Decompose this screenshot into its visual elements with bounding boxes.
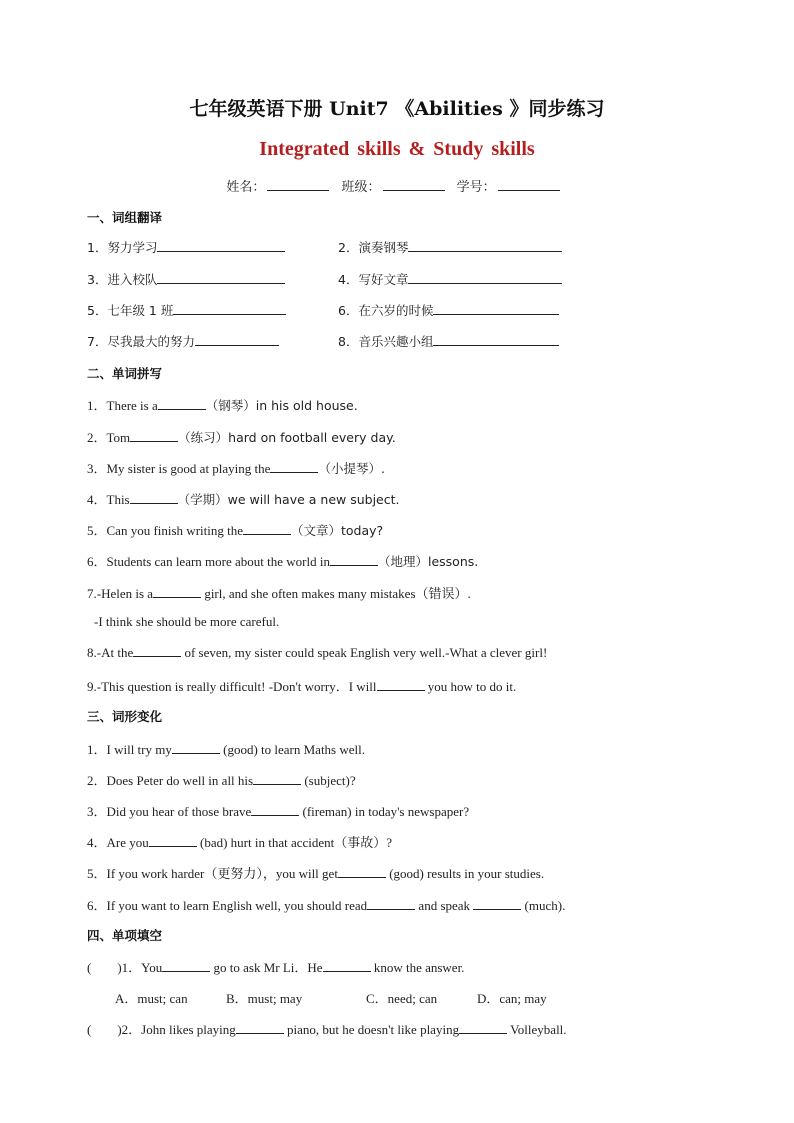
phrase-item: 6．在六岁的时候 — [338, 301, 559, 319]
page-title: 七年级英语下册 Unit7 《Abilities 》同步练习 — [189, 98, 605, 120]
answer-blank[interactable] — [459, 1022, 507, 1034]
spelling-question: 8.-At the of seven, my sister could speak English very well.-What a clever girl! — [87, 645, 548, 660]
phrase-item: 3．进入校队 — [87, 270, 285, 288]
answer-blank[interactable] — [338, 866, 386, 878]
section-heading-multiple-choice: 四、单项填空 — [87, 928, 163, 943]
answer-blank[interactable] — [162, 960, 210, 972]
answer-bracket[interactable]: ( ) — [87, 1022, 122, 1037]
class-label: 班级： — [341, 180, 381, 195]
choice-question: ( )2．John likes playing piano, but he doesn't like playing Volleyball. — [87, 1022, 567, 1037]
answer-blank[interactable] — [408, 272, 562, 284]
name-blank[interactable] — [267, 178, 329, 191]
choice-option[interactable]: D．can; may — [477, 991, 547, 1006]
answer-blank[interactable] — [433, 334, 559, 346]
answer-blank[interactable] — [473, 898, 521, 910]
answer-blank[interactable] — [243, 523, 291, 535]
answer-blank[interactable] — [130, 492, 178, 504]
answer-blank[interactable] — [270, 461, 318, 473]
spelling-question: 1．There is a （钢琴）in his old house. — [87, 398, 358, 413]
wordform-question: 4．Are you (bad) hurt in that accident（事故）? — [87, 835, 393, 850]
name-label: 姓名： — [226, 180, 266, 195]
answer-blank[interactable] — [172, 742, 220, 754]
answer-blank[interactable] — [251, 804, 299, 816]
wordform-question: 5．If you work harder（更努力），you will get (good) results in your studies. — [87, 866, 545, 881]
answer-blank[interactable] — [130, 430, 178, 442]
answer-blank[interactable] — [330, 554, 378, 566]
choice-option[interactable]: B．must; may — [226, 991, 303, 1006]
phrase-item: 4．写好文章 — [338, 270, 562, 288]
page-subtitle: Integrated skills & Study skills — [259, 138, 535, 160]
phrase-item: 2．演奏钢琴 — [338, 238, 562, 256]
answer-blank[interactable] — [173, 303, 286, 315]
choice-option[interactable]: A．must; can — [115, 991, 188, 1006]
wordform-question: 1．I will try my (good) to learn Maths well. — [87, 742, 365, 757]
wordform-question: 3．Did you hear of those brave (fireman) in today's newspaper? — [87, 804, 470, 819]
class-blank[interactable] — [383, 178, 445, 191]
answer-blank[interactable] — [153, 586, 201, 598]
section-heading-word-forms: 三、词形变化 — [87, 709, 163, 724]
answer-blank[interactable] — [323, 960, 371, 972]
spelling-question: 5．Can you finish writing the （文章）today? — [87, 523, 384, 538]
answer-blank[interactable] — [367, 898, 415, 910]
answer-blank[interactable] — [158, 398, 206, 410]
choice-option[interactable]: C．need; can — [366, 991, 438, 1006]
answer-blank[interactable] — [195, 334, 279, 346]
answer-bracket[interactable]: ( ) — [87, 960, 122, 975]
spelling-question: 9.-This question is really difficult! -Don't worry．I will you how to do it. — [87, 679, 517, 694]
student-info-row — [0, 176, 794, 195]
answer-blank[interactable] — [433, 303, 559, 315]
id-blank[interactable] — [498, 178, 560, 191]
phrase-item: 8．音乐兴趣小组 — [338, 332, 559, 350]
phrase-item: 5．七年级 1 班 — [87, 301, 286, 319]
phrase-item: 1．努力学习 — [87, 238, 285, 256]
spelling-question: 4．This （学期）we will have a new subject. — [87, 492, 400, 507]
spelling-question: 6．Students can learn more about the world in （地理）lessons. — [87, 554, 479, 569]
section-heading-spelling: 二、单词拼写 — [87, 366, 163, 381]
answer-blank[interactable] — [377, 679, 425, 691]
answer-blank[interactable] — [133, 645, 181, 657]
answer-blank[interactable] — [157, 272, 285, 284]
spelling-question: 7.-Helen is a girl, and she often makes many mistakes（错误）. — [87, 586, 471, 601]
answer-blank[interactable] — [236, 1022, 284, 1034]
wordform-question: 2．Does Peter do well in all his (subject)? — [87, 773, 356, 788]
answer-blank[interactable] — [253, 773, 301, 785]
choice-question: ( )1．You go to ask Mr Li．He know the answer. — [87, 960, 465, 975]
section-heading-phrase-translation: 一、词组翻译 — [87, 210, 163, 225]
spelling-dialogue-reply: -I think she should be more careful. — [94, 614, 280, 629]
id-label: 学号： — [456, 180, 496, 195]
wordform-question: 6．If you want to learn English well, you should read and speak (much). — [87, 898, 566, 913]
answer-blank[interactable] — [157, 240, 285, 252]
answer-blank[interactable] — [408, 240, 562, 252]
spelling-question: 2．Tom （练习）hard on football every day. — [87, 430, 396, 445]
answer-blank[interactable] — [149, 835, 197, 847]
phrase-item: 7．尽我最大的努力 — [87, 332, 279, 350]
spelling-question: 3．My sister is good at playing the （小提琴）. — [87, 461, 385, 476]
